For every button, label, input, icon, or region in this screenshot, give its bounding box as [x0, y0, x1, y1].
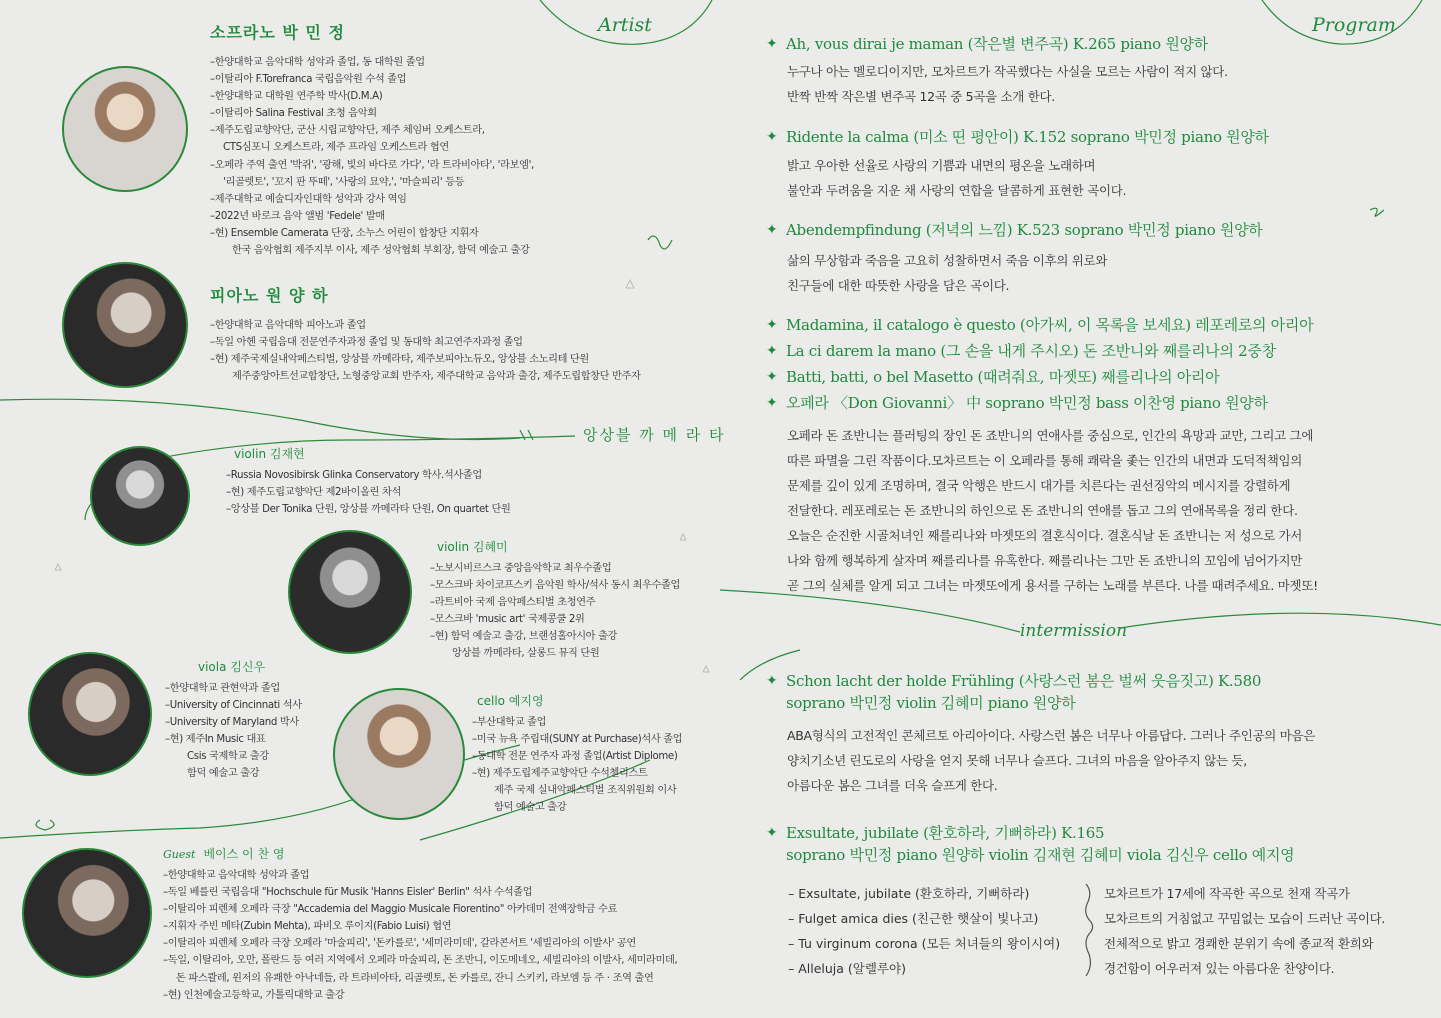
- bass-title: 베이스 이 찬 영: [203, 847, 285, 861]
- program-item-2: [766, 127, 1269, 203]
- violin1-name: violin 김재현: [234, 447, 305, 461]
- pianist-photo: [62, 262, 188, 388]
- soprano-name: 소프라노 박 민 정: [210, 23, 345, 42]
- program-title: Madamina, il catalogo è questo (아가씨, 이 목록을 보세요) 레포레로의 아리아: [786, 316, 1314, 334]
- bio-line: CTS심포니 오케스트라, 제주 프라임 오케스트라 협연: [223, 142, 449, 154]
- bio-line: –독일 베를린 국립음대 "Hochschule für Musik 'Hanns Eisler' Berlin" 석사 수석졸업: [163, 887, 533, 899]
- intermission-label: intermission: [1020, 621, 1128, 641]
- program-title: Exsultate, jubilate (환호하라, 기뻐하라) K.165: [786, 824, 1105, 842]
- bio-line: –독일 아헨 국립음대 전문연주자과정 졸업 및 동대학 최고연주자과정 졸업: [210, 337, 523, 349]
- violin2-bio-list: [430, 560, 680, 663]
- bio-line: –오페라 주역 출연 '박쥐', '광해, 빛의 바다로 가다', '라 트라비아타', '라보엠',: [210, 159, 534, 171]
- viola-name: viola 김신우: [198, 660, 266, 674]
- program-desc: 삶의 무상함과 죽음을 고요히 성찰하면서 죽음 이후의 위로와: [787, 253, 1108, 268]
- program-title: Schon lacht der holde Frühling (사랑스런 봄은 벌써 웃음짓고) K.580: [786, 672, 1262, 690]
- program-desc: 나와 함께 행복하게 살자며 째를리나를 유혹한다. 째를리나는 그만 돈 죠반니의 꼬임에 넘어가지만: [787, 553, 1303, 568]
- bio-line: –동대학 전문 연주자 과정 졸업(Artist Diplome): [472, 751, 678, 763]
- bio-line: Csis 국제학교 출강: [187, 751, 269, 763]
- program-title: Abendempfindung (저녁의 느낌) K.523 soprano 박민정 piano 원양하: [786, 221, 1263, 239]
- bio-line: 제주중앙아트선교합창단, 노형중앙교회 반주자, 제주대학교 음악과 출강, 제주도립합창단 반주자: [232, 371, 641, 383]
- guest-tag: Guest: [163, 848, 196, 861]
- bio-line: –현) Ensemble Camerata 단장, 소누스 어린이 합창단 지휘자: [210, 227, 479, 239]
- bio-line: –이탈리아 피렌체 오페라 극장 오페라 '마술피리', '돈카를로', '세미라미데', 갈라콘서트 '세빌리아의 이발사' 공연: [163, 938, 636, 950]
- sparkle-icon: ✦: [766, 129, 778, 145]
- violin1-photo: [90, 446, 190, 546]
- bio-line: –부산대학교 졸업: [472, 717, 547, 728]
- bio-line: –모스크바 'music art' 국제콩쿨 2위: [430, 614, 585, 626]
- program-item-6: [766, 823, 1294, 865]
- program-title: Ridente la calma (미소 띤 평안이) K.152 soprano 박민정 piano 원양하: [786, 128, 1269, 146]
- cello-bio-list: [472, 714, 682, 817]
- program-title: Ah, vous dirai je maman (작은별 변주곡) K.265 piano 원양하: [786, 35, 1208, 53]
- program-item-3: [766, 220, 1262, 298]
- movement-item: – Fulget amica dies (친근한 햇살이 빛나고): [788, 911, 1039, 926]
- program-title: Batti, batti, o bel Masetto (때려줘요, 마젯또) 째를리나의 아리아: [786, 368, 1220, 386]
- violin1-bio: [226, 445, 510, 518]
- program-performers: soprano 박민정 violin 김혜미 piano 원양하: [786, 694, 1076, 712]
- bio-line: –한양대학교 음악대학 피아노과 졸업: [210, 320, 366, 331]
- violin2-photo: [288, 530, 412, 654]
- soprano-bio: [210, 20, 534, 259]
- bio-line: –University of Maryland 박사: [165, 717, 299, 729]
- program-desc: 따른 파멸을 그린 작품이다.모차르트는 이 오페라를 통해 쾌락을 좇는 인간의 내면과 도덕적책임의: [787, 453, 1303, 468]
- movement-desc-line: 전체적으로 밝고 경쾌한 분위기 속에 종교적 환희와: [1104, 936, 1374, 951]
- program-desc: 누구나 아는 멜로디이지만, 모차르트가 작곡했다는 사실을 모르는 사람이 적지 않다.: [787, 64, 1228, 79]
- movement-item: – Exsultate, jubilate (환호하라, 기뻐하라): [788, 886, 1030, 901]
- program-desc: ABA형식의 고전적인 콘체르토 아리아이다. 사랑스런 봄은 너무나 아름답다. 그러나 주인공의 마음은: [787, 728, 1316, 743]
- program-desc: 아름다운 봄은 그녀를 더욱 슬프게 한다.: [787, 778, 998, 793]
- movement-item: – Tu virginum corona (모든 처녀들의 왕이시여): [788, 936, 1061, 951]
- violin2-name: violin 김혜미: [437, 540, 508, 554]
- bio-line: 함덕 예술고 출강: [494, 802, 567, 814]
- program-desc: 오페라 돈 죠반니는 플러팅의 장인 돈 죠반니의 연애사를 중심으로, 인간의 욕망과 교만, 그리고 그에: [787, 428, 1314, 443]
- bio-line: –모스크바 차이코프스키 음악원 학사/석사 동시 최우수졸업: [430, 580, 681, 592]
- movement-desc-line: 경건함이 어우러져 있는 아름다운 찬양이다.: [1104, 961, 1335, 976]
- bio-line: –현) 인천예술고등학교, 가톨릭대학교 출강: [163, 989, 345, 1001]
- bio-line: –지휘자 주빈 메타(Zubin Mehta), 파비오 루이지(Fabio Luisi) 협연: [163, 921, 452, 933]
- program-desc: 전달한다. 레포레로는 돈 죠반니의 하인으로 돈 죠반니의 연애를 돕고 그의 연애목록을 정리 한다.: [787, 503, 1298, 518]
- piano-bio: [210, 283, 641, 385]
- bio-line: –현) 제주In Music 대표: [165, 734, 266, 746]
- sparkle-icon: ✦: [766, 673, 778, 689]
- bio-line: –한양대학교 대학원 연주학 박사(D.M.A): [210, 91, 383, 103]
- bio-line: –한양대학교 음악대학 성악과 졸업: [163, 870, 310, 881]
- movement-item: – Alleluja (알렐루야): [788, 961, 906, 976]
- program-desc: 반짝 반짝 작은별 변주곡 12곡 중 5곡을 소개 한다.: [787, 89, 1055, 104]
- program-item-1: [766, 34, 1228, 109]
- program-desc: 문제를 깊이 있게 조명하며, 결국 악행은 반드시 대가를 치른다는 권선징악의 메시지를 강렬하게: [787, 478, 1291, 493]
- bio-line: –이탈리아 Salina Festival 초청 음악회: [210, 108, 377, 120]
- bio-line: 앙상블 까메라타, 살롱드 뮤직 단원: [452, 648, 600, 660]
- bio-line: 한국 음악협회 제주지부 이사, 제주 성악협회 부회장, 함덕 예술고 출강: [232, 245, 530, 257]
- bio-line: –제주대학교 예술디자인대학 성악과 강사 역임: [210, 193, 407, 205]
- bio-line: 제주 국제 실내악페스티벌 조직위원회 이사: [494, 785, 677, 797]
- brace-icon: [1083, 882, 1097, 978]
- bio-line: '리골렛토', '꼬지 판 뚜떼', '사랑의 묘약,', '마슬피리' 등등: [223, 176, 465, 188]
- movement-list: [788, 881, 1060, 981]
- bio-line: –노보시비르스크 중앙음악학교 최우수졸업: [430, 563, 612, 574]
- cello-photo: [333, 688, 465, 820]
- bass-bio-list: [163, 867, 677, 1004]
- bio-line: –현) 제주도립교향악단 제2바이올린 차석: [226, 487, 402, 499]
- bio-line: –이탈리아 피렌체 오페라 극장 "Accademia del Maggio Musicale Fiorentino" 아카데미 전액장학금 수료: [163, 904, 618, 916]
- bass-bio: [163, 845, 677, 1004]
- program-desc: 친구들에 대한 따뜻한 사랑을 담은 곡이다.: [787, 278, 1010, 293]
- sparkle-icon: ✦: [766, 222, 778, 238]
- program-title: La ci darem la mano (그 손을 내게 주시오) 돈 조반니와 째를리나의 2중창: [786, 342, 1276, 360]
- bio-line: –독일, 이탈리아, 오만, 폴란드 등 여러 지역에서 오페라 마술피리, 돈 조반니, 이도메네오, 세빌리아의 이발사, 세미라미데,: [163, 955, 678, 967]
- sparkle-icon: ✦: [766, 343, 778, 359]
- bass-name: [163, 845, 677, 862]
- soprano-bio-list: [210, 54, 534, 259]
- violin1-bio-list: [226, 467, 510, 518]
- sparkle-icon: ✦: [766, 369, 778, 385]
- movement-desc-line: 모차르트의 거침없고 꾸밈없는 모습이 드러난 곡이다.: [1104, 911, 1386, 926]
- program-title: 오페라 〈Don Giovanni〉 中 soprano 박민정 bass 이찬영 piano 원양하: [786, 394, 1268, 412]
- bio-line: –현) 함덕 예술고 출강, 브랜섬홀아시아 출강: [430, 631, 618, 643]
- program-desc: 밝고 우아한 선율로 사랑의 기쁨과 내면의 평온을 노래하며: [787, 158, 1096, 173]
- bio-line: 돈 파스콸레, 윈저의 유쾌한 아낙네들, 라 트라비아타, 리골렛토, 돈 카를로, 잔니 스키키, 라보엠 등 주 · 조역 출연: [176, 972, 654, 984]
- violin2-bio: [430, 538, 680, 663]
- bio-line: –제주도립교향악단, 군산 시립교향악단, 제주 체임버 오케스트라,: [210, 125, 485, 137]
- bio-line: –현) 제주국제실내악페스티벌, 앙상블 까메라타, 제주보피아노듀오, 앙상블 소노리테 단원: [210, 354, 589, 366]
- sparkle-icon: ✦: [766, 395, 778, 411]
- program-item-4: [766, 315, 1318, 598]
- bio-line: –이탈리아 F.Torefranca 국립음악원 수석 졸업: [210, 74, 407, 86]
- artist-section-label: Artist: [598, 14, 652, 36]
- viola-photo: [28, 652, 152, 776]
- ensemble-title: 앙상블 까 메 라 타: [583, 426, 726, 444]
- bio-line: –University of Cincinnati 석사: [165, 700, 302, 712]
- sparkle-icon: ✦: [766, 317, 778, 333]
- intermission-line-right: [1120, 613, 1441, 628]
- program-desc: 불안과 두려움을 지운 채 사랑의 연합을 달콤하게 표현한 곡이다.: [787, 183, 1127, 198]
- bio-line: –Russia Novosibirsk Glinka Conservatory 학사.석사졸업: [226, 470, 482, 481]
- viola-bio-list: [165, 680, 302, 783]
- program-section-label: Program: [1312, 14, 1396, 36]
- bio-line: –앙상블 Der Tonika 단원, 앙상블 까메라타 단원, On quartet 단원: [226, 504, 511, 516]
- program-item-5: [766, 671, 1315, 798]
- program-desc: 곧 그의 실체를 알게 되고 그녀는 마젯또에게 용서를 구하는 노래를 부른다. 나를 때려주세요. 마젯또!: [787, 578, 1318, 593]
- bio-line: –한양대학교 관현악과 졸업: [165, 683, 280, 694]
- sparkle-icon: ✦: [766, 825, 778, 841]
- cello-bio: [472, 692, 682, 817]
- ensemble-curve-top: [0, 399, 520, 439]
- program-desc: 오늘은 순진한 시골처녀인 째를리나와 마젯또의 결혼식이다. 결혼식날 돈 죠반니는 저 성으로 가서: [787, 528, 1303, 543]
- movement-description: [1104, 881, 1385, 981]
- piano-name: 피아노 원 양 하: [210, 286, 329, 305]
- soprano-photo: [62, 66, 188, 192]
- program-performers: soprano 박민정 piano 원양하 violin 김재현 김혜미 viola 김신우 cello 예지영: [786, 846, 1295, 864]
- piano-bio-list: [210, 317, 641, 385]
- program-desc: 양치기소년 린도로의 사랑을 얻지 못해 너무나 슬프다. 그녀의 마음을 알아주지 않는 듯,: [787, 753, 1247, 768]
- cello-name: cello 예지영: [477, 694, 544, 708]
- bass-photo: [22, 848, 152, 978]
- bio-line: –2022년 바로크 음악 앨범 'Fedele' 발매: [210, 210, 385, 222]
- movement-desc-line: 모차르트가 17세에 작곡한 곡으로 천재 작곡가: [1104, 886, 1350, 901]
- bio-line: –한양대학교 음악대학 성악과 졸업, 동 대학원 졸업: [210, 57, 425, 68]
- viola-bio: [165, 658, 302, 783]
- bio-line: –현) 제주도립제주교향악단 수석첼리스트: [472, 768, 648, 780]
- bio-line: –라트비아 국제 음악페스티벌 초청연주: [430, 597, 596, 609]
- sparkle-icon: ✦: [766, 36, 778, 52]
- bio-line: 함덕 예술고 출강: [187, 768, 260, 780]
- bio-line: –미국 뉴욕 주립대(SUNY at Purchase)석사 졸업: [472, 734, 683, 746]
